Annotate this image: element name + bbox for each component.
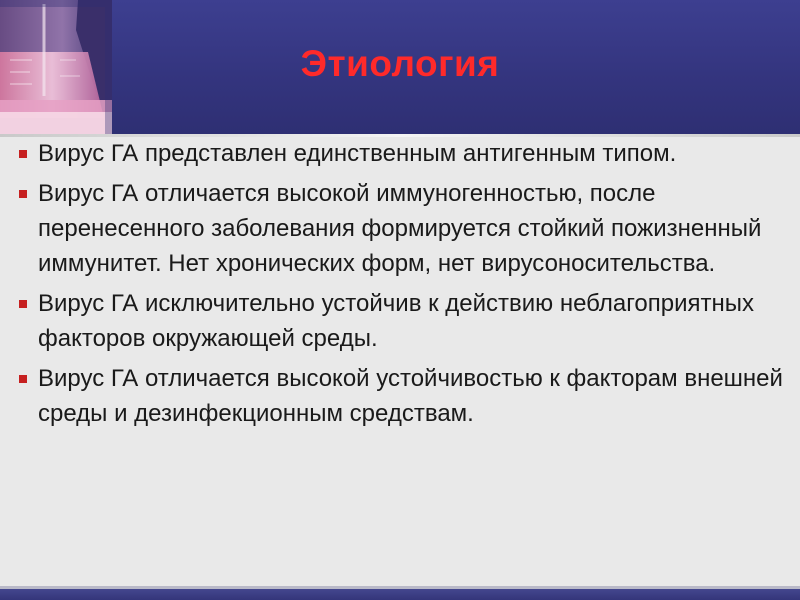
bullet-item [14,286,784,356]
square-bullet-icon [19,375,27,383]
slide-footer-bar [0,589,800,600]
bullet-text: Вирус ГА отличается высокой иммуногенностью, после перенесенного заболевания формируется стойкий пожизненный иммунитет. Нет хронических форм, нет вирусоносительства. [38,180,762,277]
slide-header [0,0,800,134]
bullet-item [14,176,784,281]
square-bullet-icon [19,300,27,308]
bullet-list [14,136,784,436]
slide-title: Этиология [300,43,500,84]
bullet-item [14,361,784,431]
bullet-text: Вирус ГА отличается высокой устойчивостью к факторам внешней среды и дезинфекционным средствам. [38,365,783,427]
bullet-text: Вирус ГА исключительно устойчив к действию неблагоприятных факторов окружающей среды. [38,290,755,352]
square-bullet-icon [19,150,27,158]
square-bullet-icon [19,190,27,198]
bullet-item [14,136,784,171]
bullet-text: Вирус ГА представлен единственным антигенным типом. [38,140,677,167]
